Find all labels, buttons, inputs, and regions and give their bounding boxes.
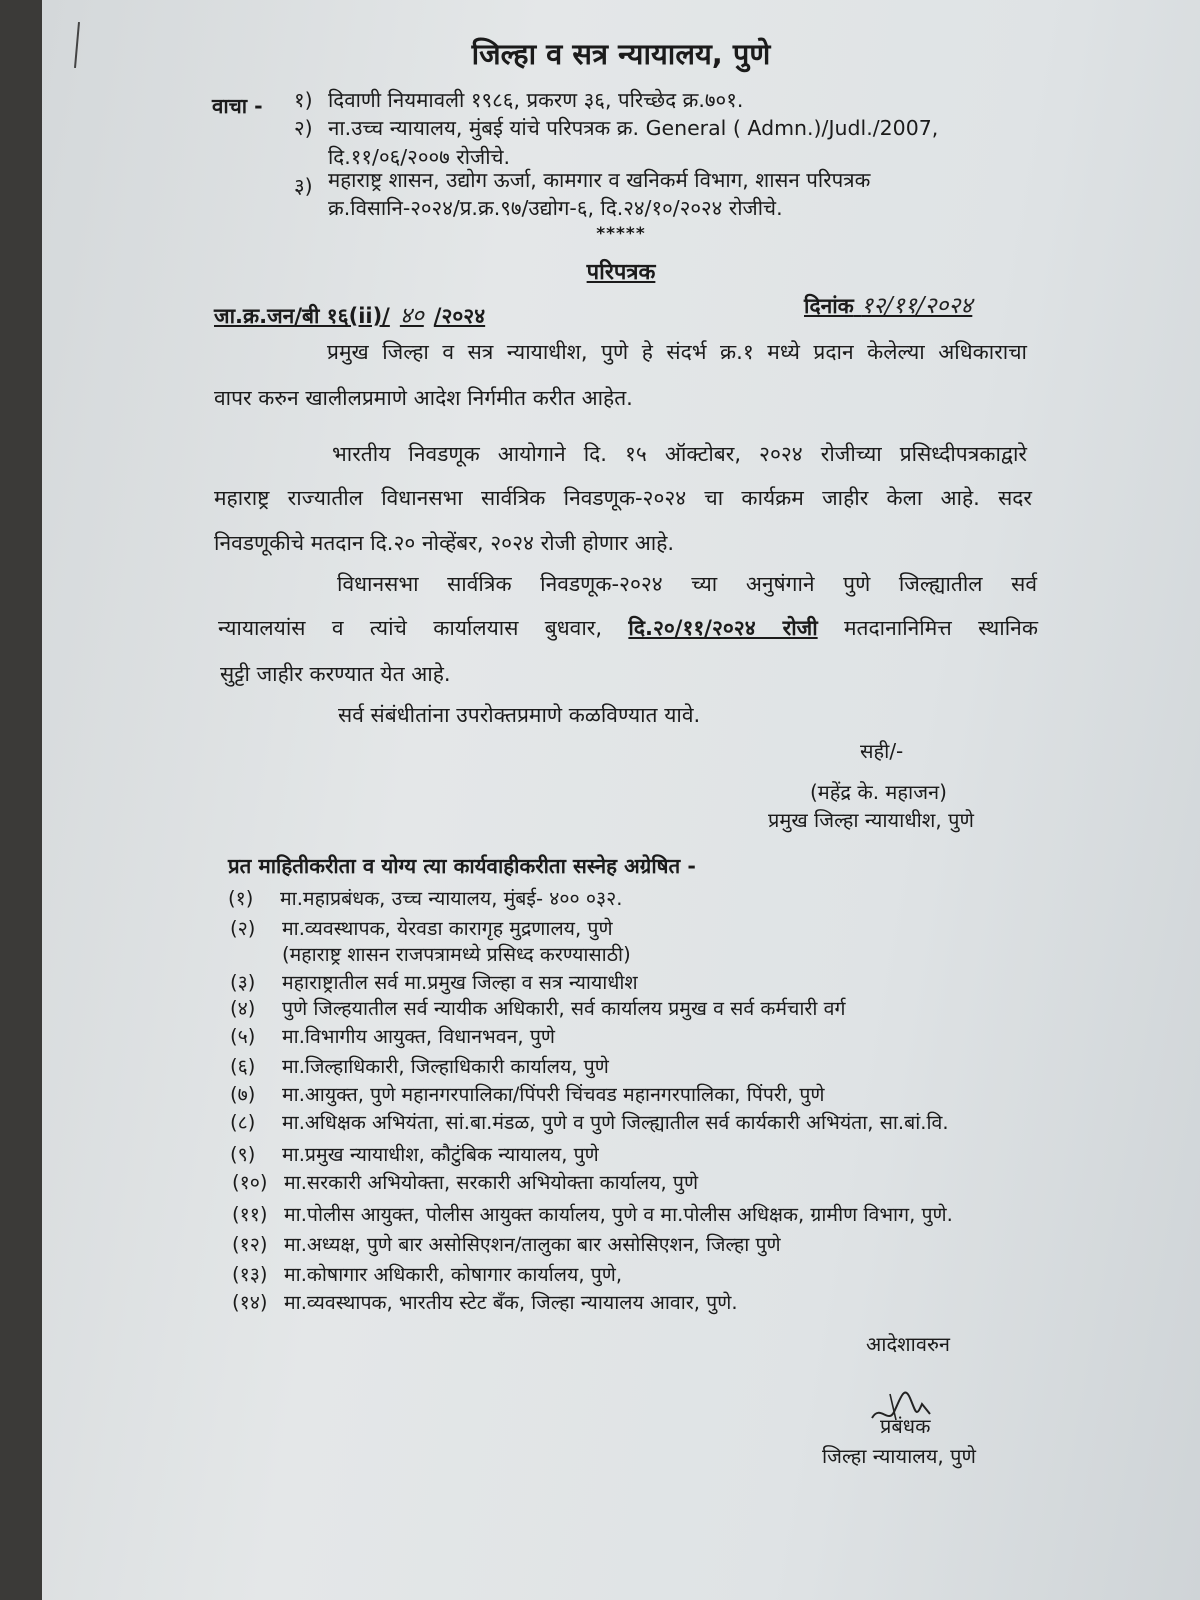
ref-1-line-1: दिवाणी नियमावली १९८६, प्रकरण ३६, परिच्छेद क्र.७०१. xyxy=(328,88,744,112)
document-subject: परिपत्रक xyxy=(586,260,656,285)
para2-line3: निवडणूकीचे मतदान दि.२० नोव्हेंबर, २०२४ रोजी होणार आहे. xyxy=(214,531,675,555)
para4: सर्व संबंधीतांना उपरोक्तप्रमाणे कळविण्यात यावे. xyxy=(338,703,701,727)
order-by: आदेशावरुन xyxy=(866,1332,951,1356)
cc-item: (१२) मा.अध्यक्ष, पुणे बार असोसिएशन/तालुका बार असोसिएशन, जिल्हा पुणे xyxy=(232,1233,781,1256)
ref-1-num: १) xyxy=(294,88,313,112)
cc-item: (११) मा.पोलीस आयुक्त, पोलीस आयुक्त कार्यालय, पुणे व मा.पोलीस अधिक्षक, ग्रामीण विभाग, पुणे. xyxy=(232,1203,953,1226)
ref-2-line-1: ना.उच्च न्यायालय, मुंबई यांचे परिपत्रक क्र. General ( Admn.)/Judl./2007, xyxy=(328,116,939,140)
cc-item: (६) मा.जिल्हाधिकारी, जिल्हाधिकारी कार्यालय, पुणे xyxy=(230,1055,609,1078)
cc-heading: प्रत माहितीकरीता व योग्य त्या कार्यवाहीकरीता सस्नेह अग्रेषित - xyxy=(228,854,696,878)
cc-item: (१३) मा.कोषागार अधिकारी, कोषागार कार्यालय, पुणे, xyxy=(232,1263,623,1286)
cc-item: (९) मा.प्रमुख न्यायाधीश, कौटुंबिक न्यायालय, पुणे xyxy=(230,1143,599,1166)
cc-item: (३) महाराष्ट्रातील सर्व मा.प्रमुख जिल्हा व सत्र न्यायाधीश xyxy=(230,971,638,994)
cc-item: (४) पुणे जिल्हयातील सर्व न्यायीक अधिकारी, सर्व कार्यालय प्रमुख व सर्व कर्मचारी वर्ग xyxy=(230,997,846,1020)
ref-3-num: ३) xyxy=(294,174,313,198)
ref-2-line-2: दि.११/०६/२००७ रोजीचे. xyxy=(328,145,511,169)
cc-item: (८) मा.अधिक्षक अभियंता, सां.बा.मंडळ, पुणे व पुणे जिल्ह्यातील सर्व कार्यकारी अभियंता, सा.बां.वि. xyxy=(230,1111,949,1134)
cc-item: (१०) मा.सरकारी अभियोक्ता, सरकारी अभियोक्ता कार्यालय, पुणे xyxy=(232,1171,699,1194)
para1-line2: वापर करुन खालीलप्रमाणे आदेश निर्गमीत करीत आहेत. xyxy=(214,386,633,410)
ref-3-line-1: महाराष्ट्र शासन, उद्योग ऊर्जा, कामगार व खनिकर्म विभाग, शासन परिपत्रक xyxy=(328,168,871,192)
reference-number: जा.क्र.जन/बी १६(ii)/ ४० /२०२४ xyxy=(214,303,486,329)
document-page xyxy=(42,0,1200,1600)
page-title: जिल्हा व सत्र न्यायालय, पुणे xyxy=(471,37,771,71)
cc-item: (५) मा.विभागीय आयुक्त, विधानभवन, पुणे xyxy=(230,1025,556,1048)
cc-item: (२) मा.व्यवस्थापक, येरवडा कारागृह मुद्रणालय, पुणे xyxy=(230,917,613,940)
para2-line2: महाराष्ट्र राज्यातील विधानसभा सार्वत्रिक निवडणूक-२०२४ चा कार्यक्रम जाहीर केला आहे. सदर xyxy=(214,486,1032,510)
cc-item: (१४) मा.व्यवस्थापक, भारतीय स्टेट बँक, जिल्हा न्यायालय आवार, पुणे. xyxy=(232,1291,738,1314)
signatory-name: (महेंद्र के. महाजन) xyxy=(810,780,947,804)
cc-item-note: (महाराष्ट्र शासन राजपत्रामध्ये प्रसिध्द करण्यासाठी) xyxy=(282,943,631,966)
handwritten-date: १२/११/२०२४ xyxy=(861,293,973,319)
para3-line1: विधानसभा सार्वत्रिक निवडणूक-२०२४ च्या अनुषंगाने पुणे जिल्ह्यातील सर्व xyxy=(337,572,1037,596)
ref-3-line-2: क्र.विसानि-२०२४/प्र.क्र.९७/उद्योग-६, दि.२४/१०/२०२४ रोजीचे. xyxy=(328,196,783,220)
holiday-date: दि.२०/११/२०२४ रोजी xyxy=(628,616,818,640)
separator-stars: ***** xyxy=(596,224,646,244)
footer-designation: प्रबंधक xyxy=(880,1414,931,1438)
handwritten-number: ४० xyxy=(399,303,424,329)
cc-item: (१) मा.महाप्रबंधक, उच्च न्यायालय, मुंबई- ४०० ०३२. xyxy=(228,887,623,910)
document-date: दिनांक १२/११/२०२४ xyxy=(804,293,973,319)
para2-line1: भारतीय निवडणूक आयोगाने दि. १५ ऑक्टोबर, २०२४ रोजीच्या प्रसिध्दीपत्रकाद्वारे xyxy=(332,442,1027,466)
ref-2-num: २) xyxy=(294,116,313,140)
refs-label: वाचा - xyxy=(212,94,263,118)
cc-item: (७) मा.आयुक्त, पुणे महानगरपालिका/पिंपरी चिंचवड महानगरपालिका, पिंपरी, पुणे xyxy=(230,1083,825,1106)
para3-line2: न्यायालयांस व त्यांचे कार्यालयास बुधवार, दि.२०/११/२०२४ रोजी मतदानानिमित्त स्थानिक xyxy=(218,616,1038,640)
footer-office: जिल्हा न्यायालय, पुणे xyxy=(822,1444,976,1468)
signatory-designation: प्रमुख जिल्हा न्यायाधीश, पुणे xyxy=(768,808,974,832)
para3-line3: सुट्टी जाहीर करण्यात येत आहे. xyxy=(220,662,451,686)
para1-line1: प्रमुख जिल्हा व सत्र न्यायाधीश, पुणे हे संदर्भ क्र.१ मध्ये प्रदान केलेल्या अधिकाराचा xyxy=(327,340,1027,364)
signed-mark: सही/- xyxy=(860,739,904,763)
